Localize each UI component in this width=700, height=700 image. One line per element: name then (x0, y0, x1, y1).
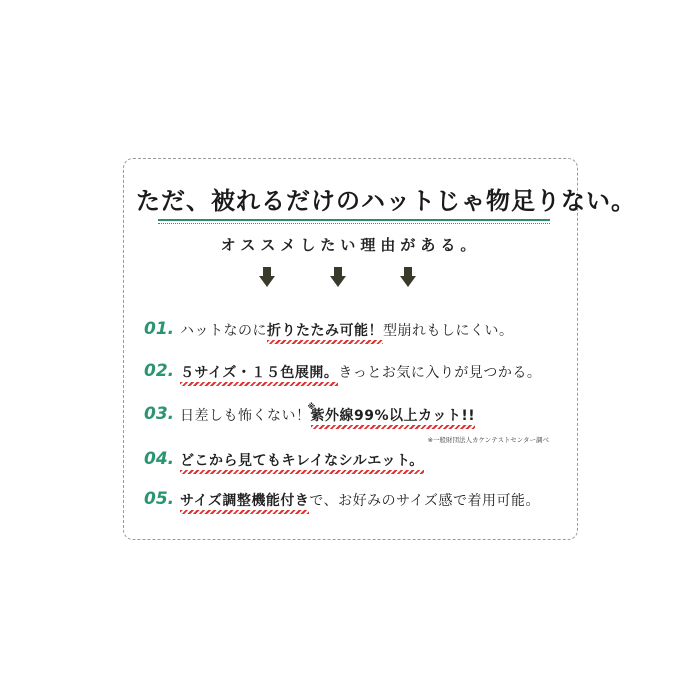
reason-text-post: きっとお気に入りが見つかる。 (338, 365, 542, 381)
reason-item-4 (144, 449, 567, 479)
reason-item-2 (144, 361, 567, 391)
reasons-card (123, 158, 636, 540)
subheadline: オススメしたい理由がある。 (220, 236, 481, 254)
headline-underline (158, 219, 550, 221)
reason-item-5 (144, 489, 567, 519)
reason-text (180, 362, 541, 382)
reason-text-highlight: サイズ調整機能付き (180, 493, 310, 509)
reason-number: 01. (144, 319, 175, 339)
reason-text-highlight: どこから見てもキレイなシルエット。 (180, 453, 424, 469)
down-arrow-icon (330, 267, 346, 287)
reason-item-3 (144, 404, 567, 434)
reason-text-highlight: ５サイズ・１５色展開。 (180, 365, 339, 381)
reason-text (180, 402, 476, 425)
headline: ただ、被れるだけのハットじゃ物足りない。 (136, 186, 636, 215)
reason-text-highlight: 折りたたみ可能！ (267, 323, 383, 339)
footnote-marker: ※ (307, 402, 316, 411)
reason-text-pre: 日差しも怖くない！ (180, 408, 311, 424)
reason-text-highlight (307, 402, 476, 424)
reason-text-post: で、お好みのサイズ感で着用可能。 (309, 493, 540, 509)
reason-text-post: 型崩れもしにくい。 (383, 323, 514, 339)
reason-number: 02. (144, 361, 175, 381)
reason-text-pre: ハットなのに (180, 323, 267, 339)
reason-number: 04. (144, 449, 175, 469)
reason-text-highlight-label: 紫外線99%以上カット!! (310, 408, 476, 424)
footnote: ※一般財団法人カケンテストセンター調べ (427, 436, 549, 444)
reason-text (180, 490, 540, 510)
down-arrow-icon (400, 267, 416, 287)
reason-number: 05. (144, 489, 175, 509)
reason-number: 03. (144, 404, 175, 424)
down-arrows (124, 267, 577, 291)
reason-item-1 (144, 319, 567, 349)
reason-text (180, 320, 514, 340)
reason-text (180, 450, 424, 470)
headline-underline-dotted (158, 223, 550, 224)
down-arrow-icon (259, 267, 275, 287)
